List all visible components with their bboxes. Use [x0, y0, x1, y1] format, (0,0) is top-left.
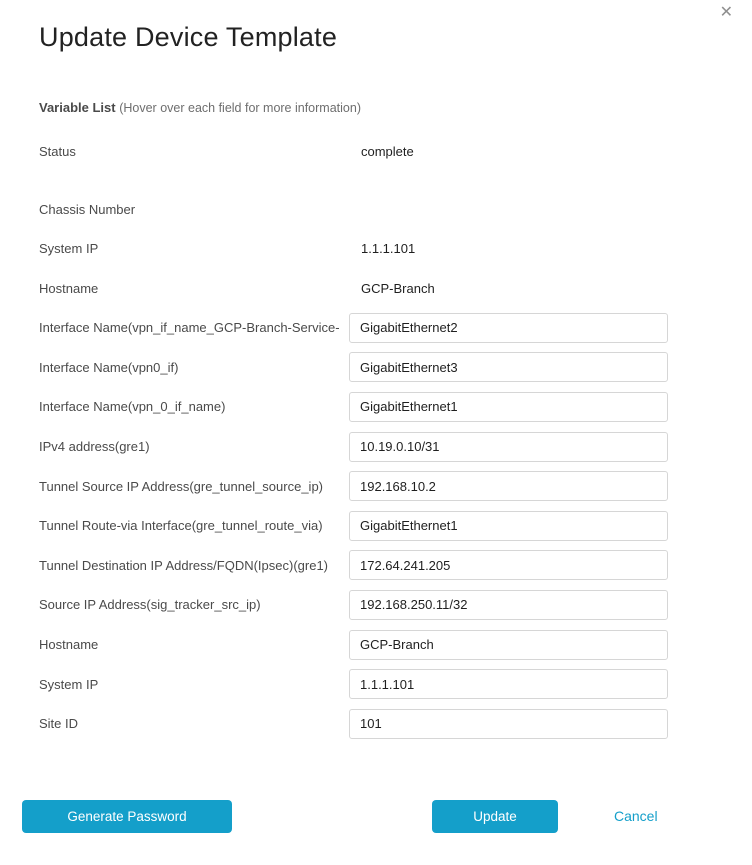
field-input[interactable]: [349, 550, 668, 580]
variable-row: [39, 136, 668, 166]
field-label: Interface Name(vpn_0_if_name): [39, 399, 226, 415]
variable-row: [39, 273, 668, 303]
field-input[interactable]: [349, 432, 668, 462]
variable-row: [39, 194, 668, 224]
dialog-title: Update Device Template: [39, 22, 338, 52]
update-button[interactable]: Update: [432, 800, 558, 833]
variable-row: [39, 590, 668, 620]
field-input[interactable]: [349, 669, 668, 699]
field-value: GCP-Branch: [361, 280, 435, 296]
field-label: Interface Name(vpn_if_name_GCP-Branch-Service-: [39, 320, 340, 336]
close-icon[interactable]: ✕: [719, 4, 733, 21]
variable-row: [39, 669, 668, 699]
variable-rows: [0, 136, 752, 739]
variable-row: [39, 550, 668, 580]
field-input[interactable]: [349, 471, 668, 501]
variable-row: [39, 392, 668, 422]
dialog-footer: [0, 800, 752, 833]
field-value: complete: [361, 143, 414, 159]
field-input[interactable]: [349, 709, 668, 739]
field-input[interactable]: [349, 352, 668, 382]
field-label: Chassis Number: [39, 201, 136, 217]
variable-row: [39, 432, 668, 462]
field-label: Source IP Address(sig_tracker_src_ip): [39, 597, 261, 613]
variable-list-label: Variable List: [39, 100, 116, 115]
field-label: System IP: [39, 241, 99, 257]
variable-list-heading: [39, 100, 752, 115]
field-input[interactable]: [349, 511, 668, 541]
field-label: Interface Name(vpn0_if): [39, 359, 179, 375]
field-label: Hostname: [39, 637, 99, 653]
field-label: Tunnel Route-via Interface(gre_tunnel_route_via): [39, 518, 323, 534]
field-label: Hostname: [39, 280, 99, 296]
variable-row: [39, 709, 668, 739]
field-label: System IP: [39, 676, 99, 692]
variable-row: [39, 630, 668, 660]
field-input[interactable]: [349, 313, 668, 343]
variable-list-hint: (Hover over each field for more information): [119, 101, 361, 115]
cancel-button[interactable]: Cancel: [614, 808, 658, 824]
variable-row: [39, 234, 668, 264]
field-input[interactable]: [349, 590, 668, 620]
field-label: Site ID: [39, 716, 79, 732]
field-label: Tunnel Source IP Address(gre_tunnel_source_ip): [39, 478, 324, 494]
field-input[interactable]: [349, 392, 668, 422]
generate-password-button[interactable]: Generate Password: [22, 800, 232, 833]
field-input[interactable]: [349, 630, 668, 660]
variable-row: [39, 511, 668, 541]
field-value: 1.1.1.101: [361, 241, 416, 257]
variable-row: [39, 471, 668, 501]
variable-row: [39, 352, 668, 382]
field-label: Status: [39, 143, 76, 159]
variable-row: [39, 313, 668, 343]
field-label: Tunnel Destination IP Address/FQDN(Ipsec)(gre1): [39, 557, 329, 573]
field-label: IPv4 address(gre1): [39, 439, 150, 455]
